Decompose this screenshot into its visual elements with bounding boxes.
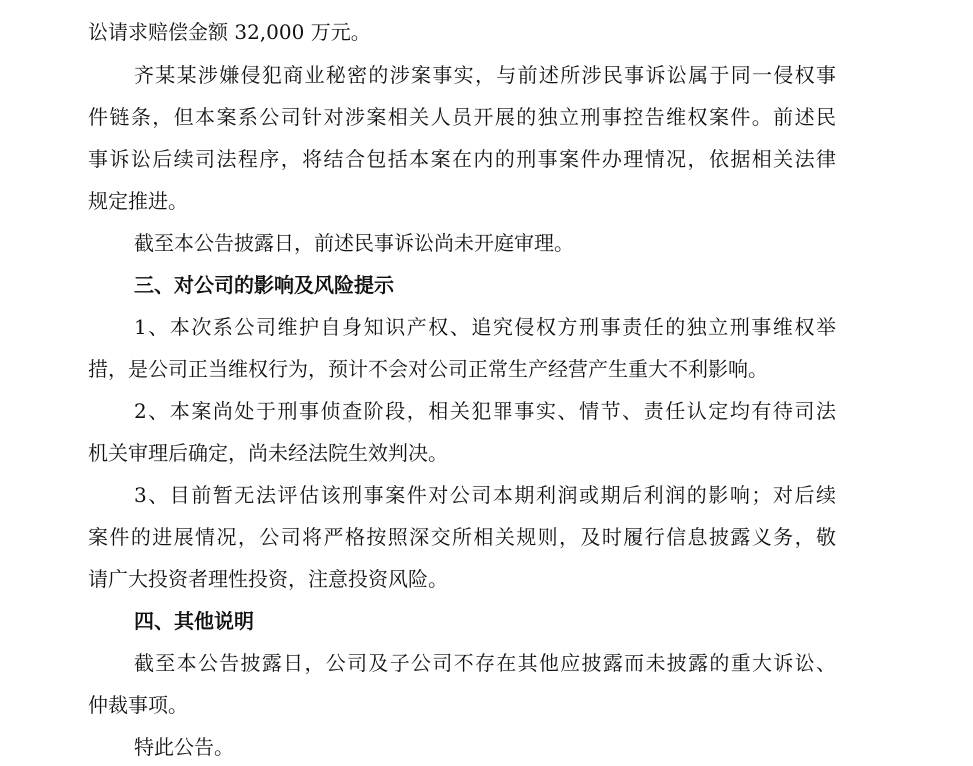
text-line: 事诉讼后续司法程序，将结合包括本案在内的刑事案件办理情况，依据相关法律 [88,147,836,171]
text-line: 截至本公告披露日，公司及子公司不存在其他应披露而未披露的重大诉讼、 [134,651,836,675]
text-line: 仲裁事项。 [88,693,188,717]
text-line: 请广大投资者理性投资，注意投资风险。 [88,567,448,591]
text-line: 截至本公告披露日，前述民事诉讼尚未开庭审理。 [134,231,574,255]
text-line: 件链条，但本案系公司针对涉案相关人员开展的独立刑事控告维权案件。前述民 [88,105,836,129]
text-line: 齐某某涉嫌侵犯商业秘密的涉案事实，与前述所涉民事诉讼属于同一侵权事 [134,63,836,87]
text-line: 特此公告。 [134,735,234,759]
section-heading: 三、对公司的影响及风险提示 [134,273,394,297]
text-line: 规定推进。 [88,189,188,213]
text-line: 3、目前暂无法评估该刑事案件对公司本期利润或期后利润的影响；对后续 [134,483,836,507]
section-heading: 四、其他说明 [134,609,254,633]
text-line: 措，是公司正当维权行为，预计不会对公司正常生产经营产生重大不利影响。 [88,357,768,381]
text-line: 机关审理后确定，尚未经法院生效判决。 [88,441,448,465]
text-line: 讼请求赔偿金额 32,000 万元。 [88,20,371,44]
text-line: 案件的进展情况，公司将严格按照深交所相关规则，及时履行信息披露义务，敬 [88,525,836,549]
text-line: 1、本次系公司维护自身知识产权、追究侵权方刑事责任的独立刑事维权举 [134,315,836,339]
text-line: 2、本案尚处于刑事侦查阶段，相关犯罪事实、情节、责任认定均有待司法 [134,399,836,423]
